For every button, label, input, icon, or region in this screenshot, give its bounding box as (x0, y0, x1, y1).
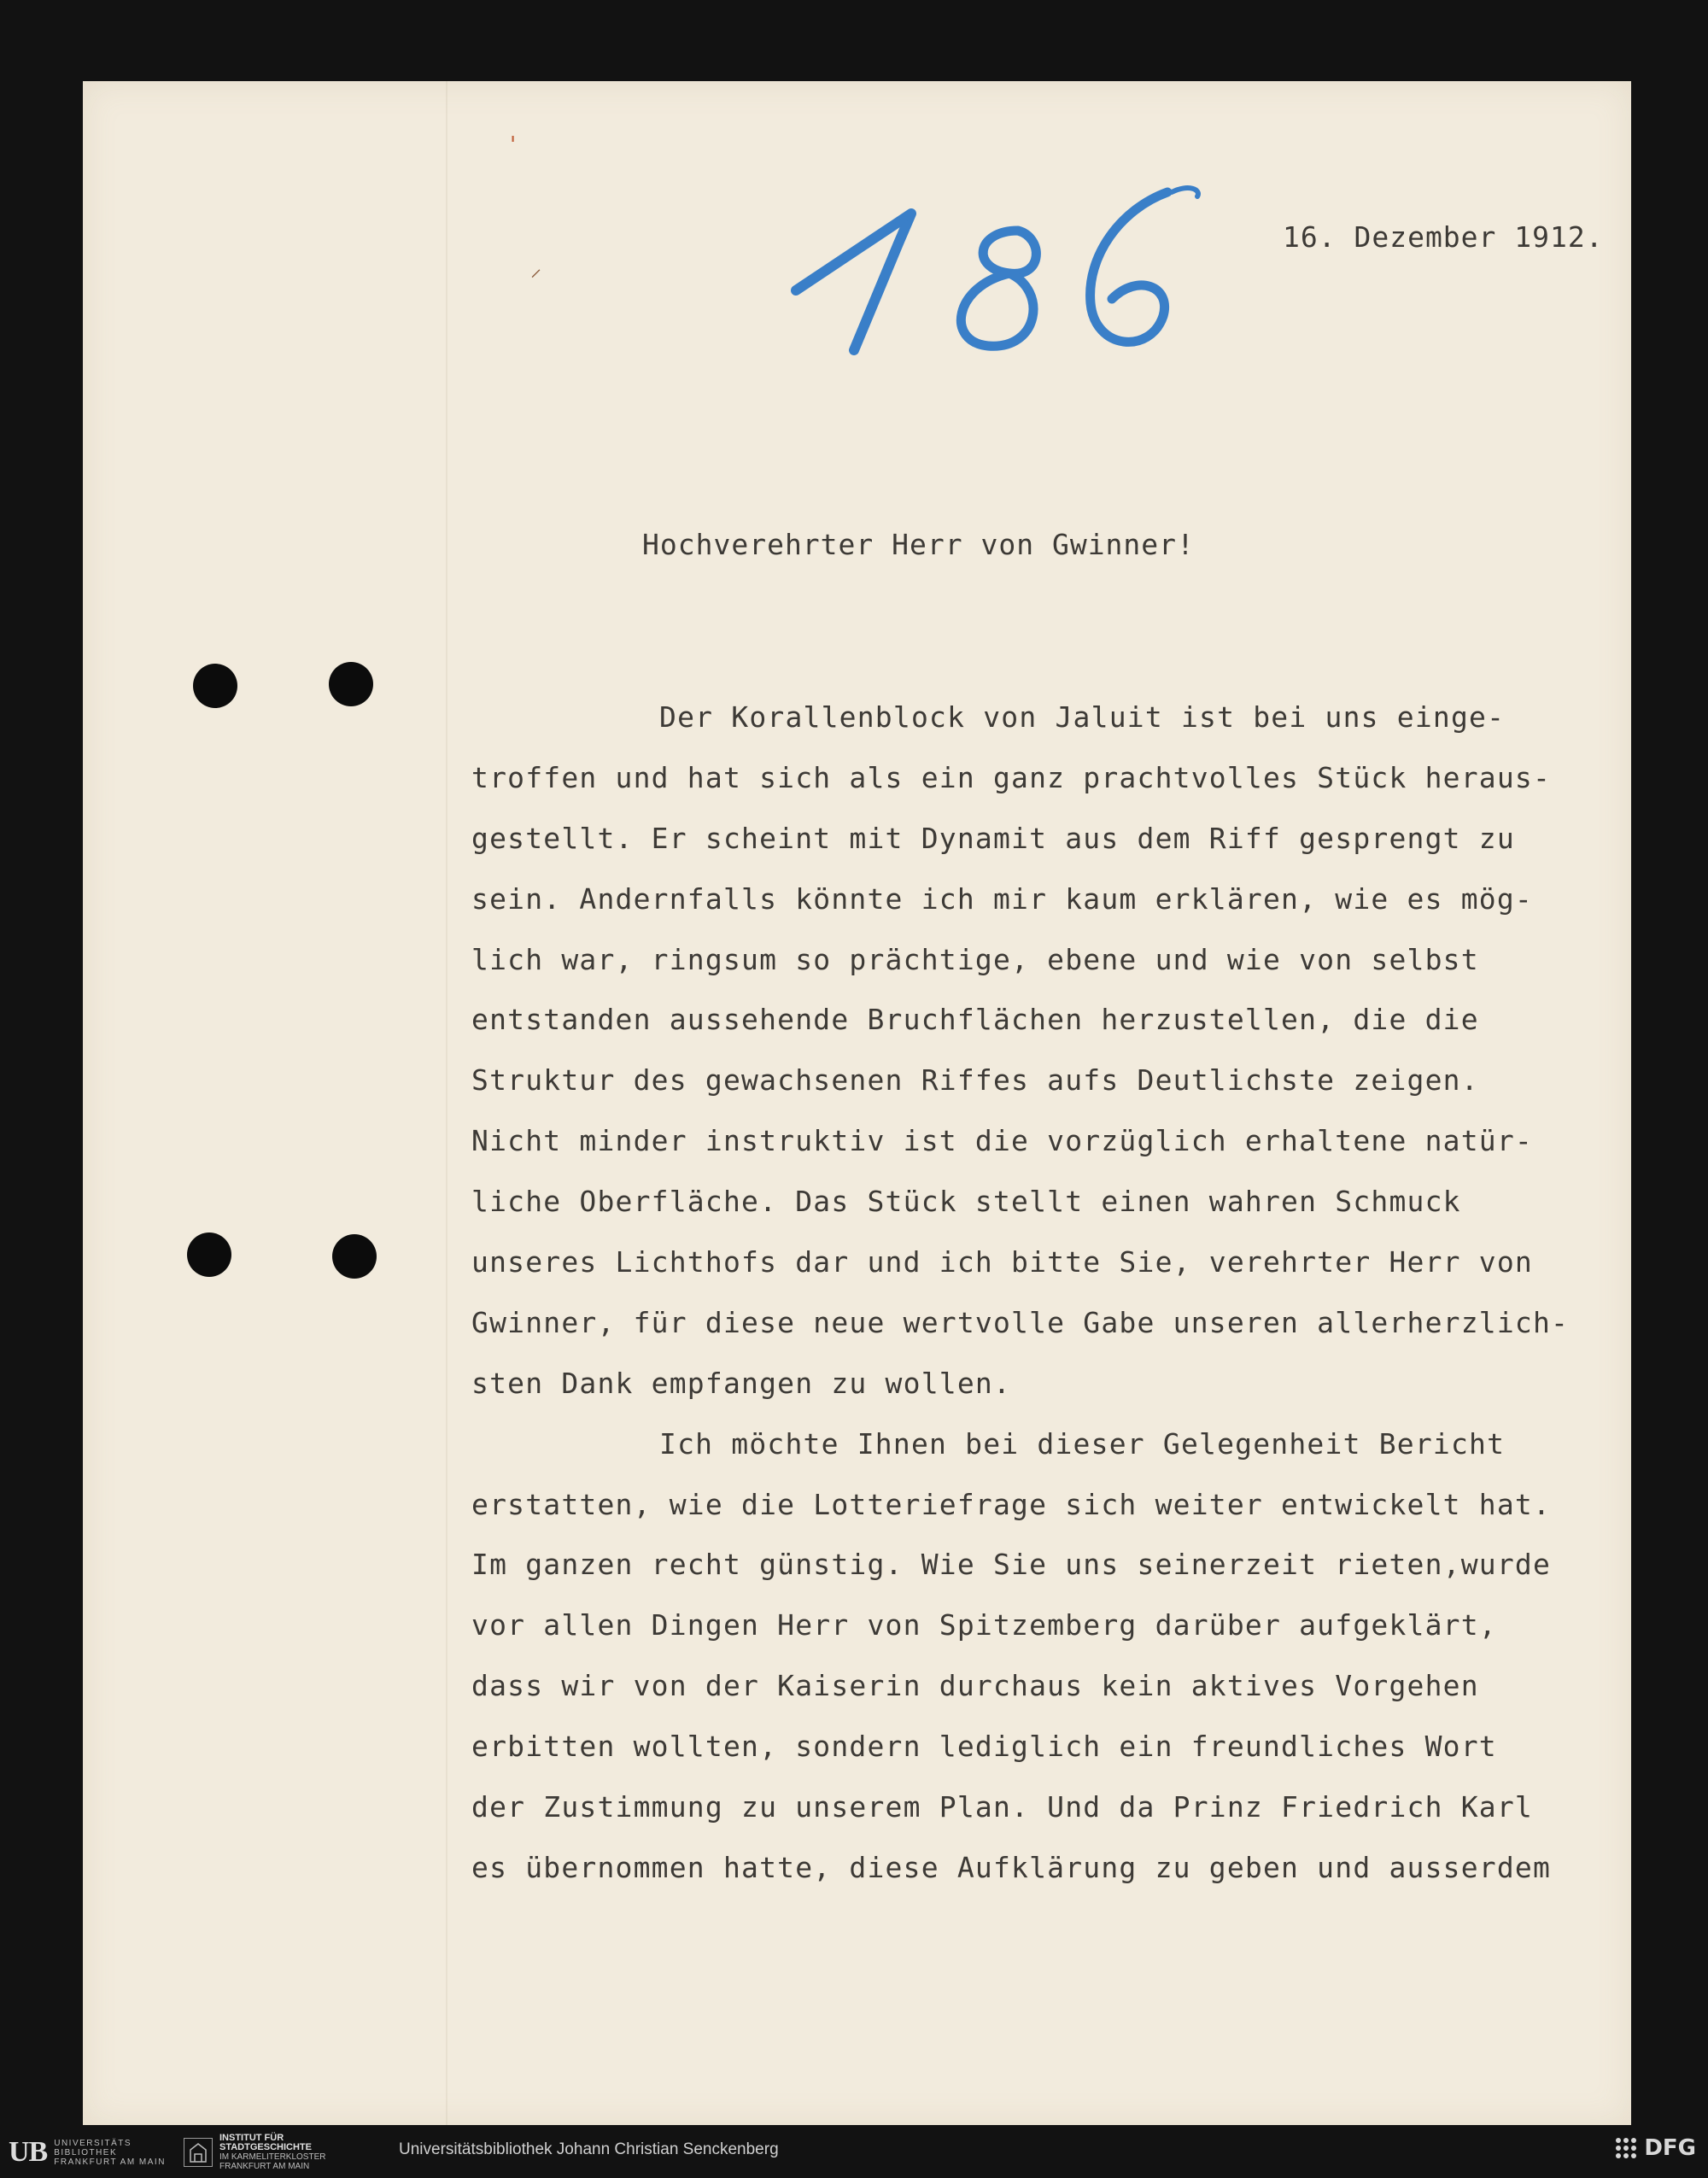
dfg-icon (1613, 2135, 1639, 2161)
paper-fold-line (446, 81, 447, 2125)
viewer-footer (0, 2125, 1708, 2178)
red-pencil-mark: ' (510, 132, 517, 158)
body-line: erstatten, wie die Lotteriefrage sich weiter entwickelt hat. (471, 1487, 1552, 1521)
body-line: troffen und hat sich als ein ganz prachtvolles Stück heraus- (471, 760, 1552, 794)
library-logo-line: FRANKFURT AM MAIN (54, 2157, 166, 2167)
body-line: es übernommen hatte, diese Aufklärung zu geben und ausserdem (471, 1850, 1552, 1884)
letter-date: 16. Dezember 1912. (1283, 220, 1604, 254)
institute-seal-icon (184, 2138, 213, 2167)
institute-line: IM KARMELITERKLOSTER (219, 2152, 326, 2162)
body-line: der Zustimmung zu unserem Plan. Und da Prinz Friedrich Karl (471, 1790, 1533, 1824)
body-line: Ich möchte Ihnen bei dieser Gelegenheit Bericht (659, 1426, 1506, 1461)
library-name: Universitätsbibliothek Johann Christian Senckenberg (399, 2140, 779, 2158)
body-line: Gwinner, für diese neue wertvolle Gabe unseren allerherzlich- (471, 1305, 1570, 1339)
letter-page (83, 81, 1631, 2125)
letter-body (471, 688, 1624, 1899)
library-logo-text (54, 2139, 166, 2167)
body-line: erbitten wollten, sondern lediglich ein freundliches Wort (471, 1730, 1497, 1764)
institute-line: FRANKFURT AM MAIN (219, 2162, 310, 2171)
punch-hole (187, 1232, 231, 1277)
body-line: Der Korallenblock von Jaluit ist bei uns einge- (659, 700, 1506, 734)
body-line: Nicht minder instruktiv ist die vorzüglich erhaltene natür- (471, 1124, 1533, 1158)
body-line: lich war, ringsum so prächtige, ebene und wie von selbst (471, 942, 1479, 976)
handwritten-folio-number (762, 128, 1240, 410)
institute-logo[interactable] (184, 2135, 325, 2169)
library-logo-line: UNIVERSITÄTS (54, 2138, 132, 2148)
body-line: Im ganzen recht günstig. Wie Sie uns seinerzeit rieten,wurde (471, 1548, 1552, 1582)
dfg-logo[interactable] (1613, 2135, 1696, 2161)
punch-hole (332, 1234, 377, 1279)
library-logo-initials: UB (9, 2136, 48, 2168)
body-line: dass wir von der Kaiserin durchaus kein aktives Vorgehen (471, 1669, 1479, 1703)
salutation: Hochverehrter Herr von Gwinner! (642, 528, 1195, 561)
body-line: Struktur des gewachsenen Riffes aufs Deutlichste zeigen. (471, 1063, 1479, 1098)
folio-number-drawing (762, 128, 1240, 410)
punch-hole (329, 662, 373, 706)
body-line: sein. Andernfalls könnte ich mir kaum erklären, wie es mög- (471, 881, 1533, 916)
body-line: vor allen Dingen Herr von Spitzemberg darüber aufgeklärt, (471, 1608, 1497, 1642)
body-line: liche Oberfläche. Das Stück stellt einen wahren Schmuck (471, 1185, 1461, 1219)
institute-logo-text (219, 2134, 325, 2171)
body-line: sten Dank empfangen zu wollen. (471, 1366, 1012, 1400)
library-logo-line: BIBLIOTHEK (54, 2147, 118, 2158)
dfg-label: DFG (1644, 2135, 1696, 2161)
body-line: entstanden aussehende Bruchflächen herzustellen, die die (471, 1003, 1479, 1037)
institute-line: STADTGESCHICHTE (219, 2142, 312, 2152)
institute-line: INSTITUT FÜR (219, 2133, 284, 2143)
body-line: gestellt. Er scheint mit Dynamit aus dem Riff gesprengt zu (471, 821, 1515, 855)
brown-pencil-mark: ⸝ (530, 256, 542, 282)
body-line: unseres Lichthofs dar und ich bitte Sie, verehrter Herr von (471, 1245, 1533, 1279)
library-logo[interactable] (9, 2135, 166, 2169)
punch-hole (193, 664, 237, 708)
